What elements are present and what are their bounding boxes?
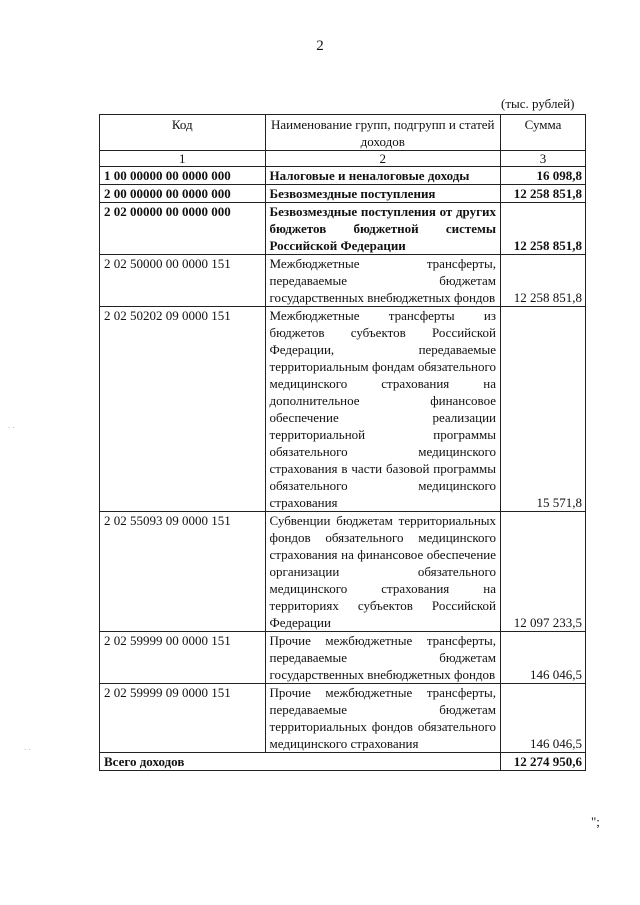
table-row	[100, 185, 586, 203]
table-row	[100, 512, 586, 632]
row-name: Межбюджетные трансферты из бюджетов субъектов Российской Федерации, передаваемые территориальным фондам обязательного медицинского страхования на дополнительное финансовое обеспечение реализации территориальной программы обязательного медицинского страхования в части базовой программы обязательного медицинского страхования	[265, 307, 501, 512]
row-name: Безвозмездные поступления от других бюджетов бюджетной системы Российской Федерации	[265, 203, 501, 255]
header-sum: Сумма	[501, 115, 586, 151]
header-code: Код	[100, 115, 266, 151]
row-code: 2 02 59999 00 0000 151	[100, 632, 266, 684]
total-row	[100, 753, 586, 771]
table-row	[100, 307, 586, 512]
table-row	[100, 203, 586, 255]
scan-mark: . .	[24, 742, 31, 752]
row-code: 2 02 55093 09 0000 151	[100, 512, 266, 632]
row-code: 2 02 00000 00 0000 000	[100, 203, 266, 255]
column-number-row	[100, 151, 586, 167]
scan-mark: . .	[8, 420, 15, 430]
row-sum: 15 571,8	[501, 307, 586, 512]
row-sum: 146 046,5	[501, 684, 586, 753]
row-name: Налоговые и неналоговые доходы	[265, 167, 501, 185]
row-code: 1 00 00000 00 0000 000	[100, 167, 266, 185]
row-sum: 12 258 851,8	[501, 255, 586, 307]
row-code: 2 02 50000 00 0000 151	[100, 255, 266, 307]
header-row	[100, 115, 586, 151]
row-sum: 12 258 851,8	[501, 185, 586, 203]
row-sum: 12 097 233,5	[501, 512, 586, 632]
column-number: 1	[100, 151, 266, 167]
header-name: Наименование групп, подгрупп и статей доходов	[265, 115, 501, 151]
row-sum: 16 098,8	[501, 167, 586, 185]
row-code: 2 02 59999 09 0000 151	[100, 684, 266, 753]
table-row	[100, 684, 586, 753]
row-name: Межбюджетные трансферты, передаваемые бюджетам государственных внебюджетных фондов	[265, 255, 501, 307]
column-number: 3	[501, 151, 586, 167]
page-number: 2	[316, 38, 324, 54]
row-code: 2 00 00000 00 0000 000	[100, 185, 266, 203]
row-code: 2 02 50202 09 0000 151	[100, 307, 266, 512]
row-name: Безвозмездные поступления	[265, 185, 501, 203]
row-sum: 146 046,5	[501, 632, 586, 684]
revenue-table	[99, 114, 586, 771]
total-label: Всего доходов	[100, 753, 501, 771]
row-sum: 12 258 851,8	[501, 203, 586, 255]
table-row	[100, 167, 586, 185]
total-sum: 12 274 950,6	[501, 753, 586, 771]
table-row	[100, 632, 586, 684]
closing-quote-mark: ";	[591, 814, 600, 829]
row-name: Прочие межбюджетные трансферты, передаваемые бюджетам государственных внебюджетных фондов	[265, 632, 501, 684]
table-row	[100, 255, 586, 307]
column-number: 2	[265, 151, 501, 167]
unit-note: (тыс. рублей)	[501, 96, 575, 111]
row-name: Прочие межбюджетные трансферты, передаваемые бюджетам территориальных фондов обязательного медицинского страхования	[265, 684, 501, 753]
row-name: Субвенции бюджетам территориальных фондов обязательного медицинского страхования на финансовое обеспечение организации обязательного медицинского страхования на территориях субъектов Российской Федерации	[265, 512, 501, 632]
